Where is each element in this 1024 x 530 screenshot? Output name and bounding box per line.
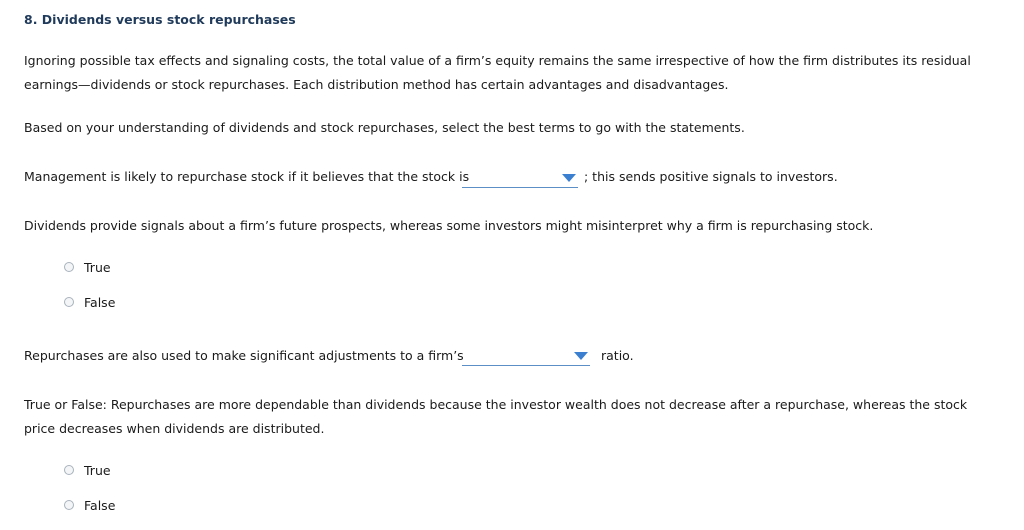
intro-line-1: Ignoring possible tax effects and signaling costs, the total value of a firm’s equity remains the same irrespective of how the firm distributes its residual: [24, 53, 971, 68]
q1-text-after: ; this sends positive signals to investors.: [584, 169, 838, 184]
radio-button-icon[interactable]: [64, 297, 74, 307]
q2-statement: Dividends provide signals about a firm’s future prospects, whereas some investors might misinterpret why a firm is repurchasing stock.: [24, 218, 874, 233]
question-title: 8. Dividends versus stock repurchases: [24, 12, 296, 27]
instruction-text: Based on your understanding of dividends and stock repurchases, select the best terms to go with the statements.: [24, 120, 745, 135]
q2-option-true[interactable]: [64, 258, 111, 276]
radio-button-icon[interactable]: [64, 500, 74, 510]
q1-text-before: Management is likely to repurchase stock if it believes that the stock is: [24, 169, 470, 184]
radio-button-icon[interactable]: [64, 262, 74, 272]
q3-dropdown[interactable]: [462, 347, 590, 366]
chevron-down-icon: [574, 352, 588, 360]
q4-option-false-label: False: [84, 497, 116, 513]
q2-option-false-label: False: [84, 294, 116, 310]
intro-paragraph: [24, 49, 971, 97]
q2-option-true-label: True: [84, 259, 111, 275]
q4-statement: [24, 393, 967, 441]
q2-option-false[interactable]: [64, 293, 115, 311]
radio-button-icon[interactable]: [64, 465, 74, 475]
q4-option-true[interactable]: [64, 461, 111, 479]
q1-dropdown[interactable]: [462, 169, 578, 188]
q4-option-false[interactable]: [64, 496, 115, 514]
q4-option-true-label: True: [84, 462, 111, 478]
q4-line-1: True or False: Repurchases are more dependable than dividends because the investor wealth does not decrease after a repurchase, whereas the stock: [24, 397, 968, 412]
chevron-down-icon: [562, 174, 576, 182]
q3-text-before: Repurchases are also used to make significant adjustments to a firm’s: [24, 348, 464, 363]
q3-text-after: ratio.: [601, 348, 634, 363]
intro-line-2: earnings—dividends or stock repurchases. Each distribution method has certain advantages and disadvantages.: [24, 77, 729, 92]
q4-line-2: price decreases when dividends are distributed.: [24, 421, 325, 436]
